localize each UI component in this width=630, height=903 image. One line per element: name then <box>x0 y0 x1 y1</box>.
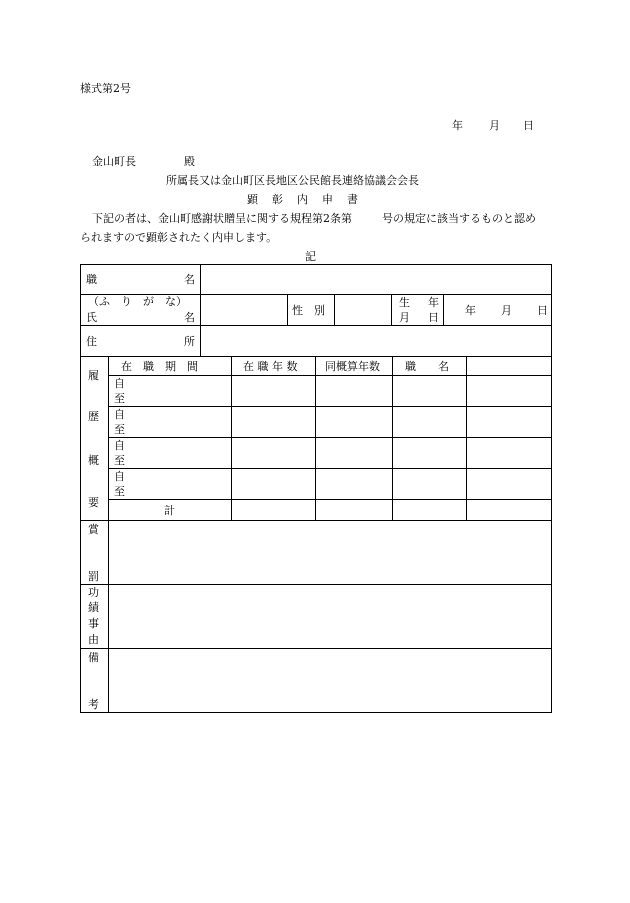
date-day: 日 <box>523 119 534 132</box>
birth-month: 月 <box>501 304 512 317</box>
date-year: 年 <box>452 119 463 132</box>
header-years: 在 職 年 数 <box>243 360 298 373</box>
row4-from: 自 <box>114 470 125 483</box>
addressee-suffix: 殿 <box>184 155 195 168</box>
header-converted: 同概算年数 <box>325 360 380 373</box>
row2-from: 自 <box>114 408 125 421</box>
label-rireki-3: 概 <box>88 454 99 467</box>
row4-to: 至 <box>114 485 125 498</box>
label-sei: 生 <box>399 296 410 309</box>
label-koseki-4: 由 <box>88 633 99 646</box>
ki-label: 記 <box>305 250 316 263</box>
label-biko-1: 備 <box>88 651 99 664</box>
label-koseki-1: 功 <box>88 586 99 599</box>
header-position: 職 名 <box>405 360 449 373</box>
label-shimei-2: 名 <box>184 311 195 324</box>
row3-from: 自 <box>114 439 125 452</box>
label-furigana: （ふ り が な） <box>88 295 187 308</box>
label-hi: 日 <box>428 311 439 324</box>
title-char-1: 顕 <box>247 193 258 206</box>
row2-to: 至 <box>114 423 125 436</box>
title-char-4: 申 <box>322 193 333 206</box>
sender: 所属長又は金山町区長地区公民館長連絡協議会会長 <box>166 174 419 187</box>
body-line1a: 下記の者は、金山町感謝状贈呈に関する規程第2条第 <box>92 212 352 225</box>
label-rireki-4: 要 <box>88 496 99 509</box>
label-gatsu: 月 <box>399 311 410 324</box>
label-biko-2: 考 <box>88 698 99 711</box>
body-line2: られますので顕彰されたく内申します。 <box>80 231 278 244</box>
label-rireki-1: 履 <box>88 369 99 382</box>
header-period: 在 職 期 間 <box>121 360 198 373</box>
birth-day: 日 <box>537 304 548 317</box>
label-jusho-1: 住 <box>86 335 97 348</box>
label-seibetsu: 性 別 <box>292 304 325 317</box>
label-shimei-1: 氏 <box>86 311 97 324</box>
label-koseki-3: 事 <box>88 617 99 630</box>
label-shokumei-1: 職 <box>86 273 97 286</box>
row1-from: 自 <box>114 377 125 390</box>
label-nen: 年 <box>428 296 439 309</box>
label-jusho-2: 所 <box>184 335 195 348</box>
label-koseki-2: 績 <box>88 601 99 614</box>
title-char-5: 書 <box>347 193 358 206</box>
row1-to: 至 <box>114 392 125 405</box>
addressee-name: 金山町長 <box>92 155 136 168</box>
label-shobatsu-2: 罰 <box>88 570 99 583</box>
title-char-2: 彰 <box>272 193 283 206</box>
birth-year: 年 <box>465 304 476 317</box>
label-rireki-2: 歴 <box>88 410 99 423</box>
form-number: 様式第2号 <box>80 82 131 95</box>
label-shokumei-2: 名 <box>184 273 195 286</box>
label-shobatsu-1: 賞 <box>88 523 99 536</box>
body-line1b: 号の規定に該当するものと認め <box>382 212 536 225</box>
title-char-3: 内 <box>297 193 308 206</box>
label-total: 計 <box>164 504 175 517</box>
row3-to: 至 <box>114 454 125 467</box>
date-month: 月 <box>489 119 500 132</box>
